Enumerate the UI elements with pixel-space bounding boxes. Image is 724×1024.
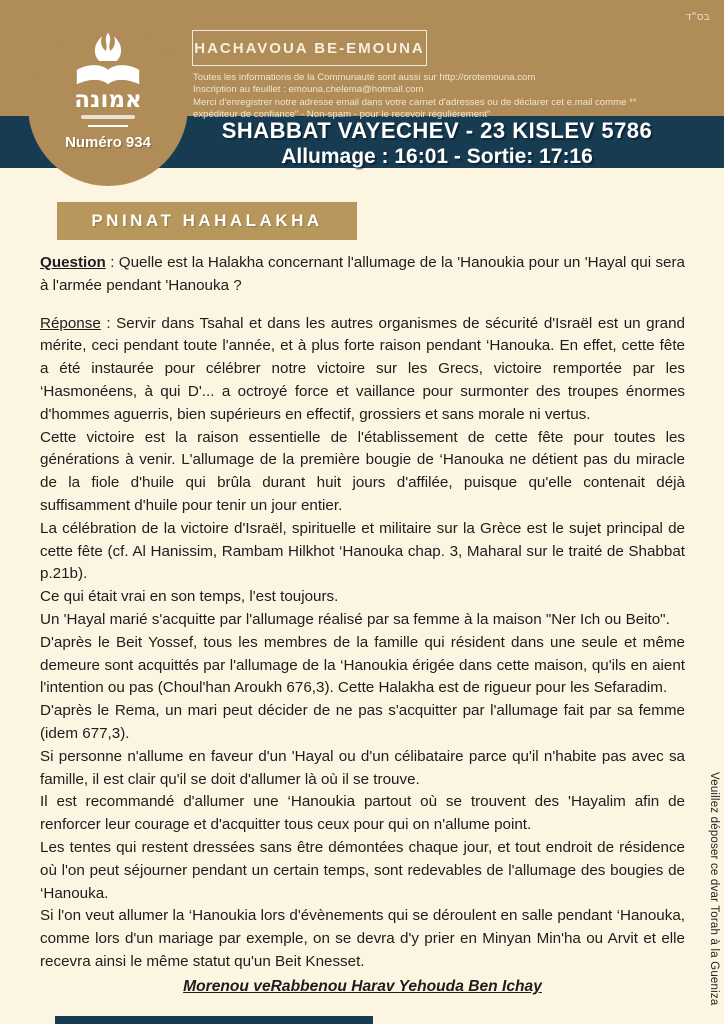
response-paragraph [40, 313, 685, 427]
subscription-info [193, 72, 663, 121]
article-body [40, 252, 685, 999]
body-paragraph: Il est recommandé d'allumer une ‘Hanoukia partout où se trouvent des 'Hayalim afin de renforcer leur courage et d'acquitter tous ceux pour qui on n'allume point. [40, 793, 685, 834]
logo-divider [88, 125, 128, 127]
body-paragraph: Les tentes qui restent dressées sans être démontées chaque jour, et tout endroit de résidence où l'on peut séjourner pendant un certain temps, sont redevables de l'allumage des bougies de ‘Hanouka. [40, 838, 685, 902]
emouna-logo [28, 26, 188, 186]
bsd-hebrew-mark: בס"ד [685, 10, 710, 23]
info-line-whitelist-2: expéditeur de confiance" - Non-spam - pour le recevoir régulièrement" [193, 108, 491, 120]
body-paragraph: Si personne n'allume en faveur d'un 'Hayal ou d'un célibataire parce qu'il n'habite pas avec sa famille, il est clair qu'il se doit d'allumer là où il se trouve. [40, 747, 685, 788]
next-section-banner-edge [55, 1016, 373, 1024]
info-line-email: Inscription au feuillet : emouna.chelema@hotmail.com [193, 84, 424, 96]
flame-book-icon [71, 32, 145, 90]
shabbat-title: SHABBAT VAYECHEV - 23 KISLEV 5786 [221, 118, 653, 143]
response-text: : Servir dans Tsahal et dans les autres organismes de sécurité d'Israël est un grand mérite, ceci pendant toute l'année, et à plus forte raison pendant ‘Hanouka. En effet, cette fête a été instaurée pour célébrer notre victoire sur les Grecs, victoire remportée par les ‘Hasmonéens, à qui D'... a octroyé force et vaillance pour surmonter des troupes énormes d'hommes aguerris, bien supérieurs en effectif, grossiers et sans morale ni vertus. [40, 314, 685, 423]
question-text: : Quelle est la Halakha concernant l'allumage de la 'Hanoukia pour un 'Hayal qui sera à l'armée pendant 'Hanouka ? [40, 254, 685, 294]
question-paragraph [40, 252, 685, 298]
logo-subtitle-line [81, 115, 135, 119]
body-paragraph: Cette victoire est la raison essentielle de l'établissement de cette fête pour toutes les générations à venir. L'allumage de la première bougie de ‘Hanouka ne détient pas du miracle de la fiole d'huile qui brûla durant huit jours d'affilée, puisque qu'elle contenait déjà suffisamment d'huile pour tenir un jour entier. [40, 428, 685, 514]
body-paragraph: La célébration de la victoire d'Israël, spirituelle et militaire sur la Grèce est le sujet principal de cette fête (cf. Al Hanissim, Rambam Hilkhot ‘Hanouka chap. 3, Maharal sur le traité de Shabbat p.21b). [40, 519, 685, 583]
issue-number: Numéro 934 [65, 134, 151, 151]
author-signature: Morenou veRabbenou Harav Yehouda Ben Ichay [183, 977, 542, 995]
masthead-title: HACHAVOUA BE-EMOUNA [194, 39, 425, 57]
section-title-banner [57, 202, 357, 240]
body-paragraph: D'après le Beit Yossef, tous les membres de la famille qui résident dans une seule et même demeure sont acquittés par l'allumage de la ‘Hanoukia érigée dans cette maison, qu'ils en aient l'intention ou pas (Choul'han Aroukh 676,3). Cette Halakha est de rigueur pour les Sefaradim. [40, 633, 685, 697]
info-line-whitelist-1: Merci d'enregistrer notre adresse email dans votre carnet d'adresses ou de déclarer cet e.mail comme ** [193, 96, 637, 108]
info-line-website: Toutes les informations de la Communauté sont aussi sur http://orotemouna.com [193, 72, 536, 83]
section-title: PNINAT HAHALAKHA [91, 211, 323, 230]
candle-lighting-times: Allumage : 16:01 - Sortie: 17:16 [281, 145, 593, 168]
body-paragraph: Ce qui était vrai en son temps, l'est toujours. [40, 588, 339, 606]
question-label: Question [40, 254, 106, 271]
shabbat-banner-text [150, 118, 724, 169]
body-paragraph: D'après le Rema, un mari peut décider de ne pas s'acquitter par l'allumage fait par sa femme (idem 677,3). [40, 702, 685, 742]
logo-hebrew-name: אמונה [74, 87, 142, 113]
body-paragraph: Si l'on veut allumer la ‘Hanoukia lors d'évènements qui se déroulent en salle pendant ‘Hanouka, comme lors d'un mariage par exemple, on se devra d'y prier en Minyan Min'ha ou Arvit et elle recevra ainsi le même statut qu'un Beit Knesset. [40, 907, 685, 970]
gueniza-note: Veuillez déposer ce dvar Torah à la Gueniza [708, 772, 720, 1006]
response-label: Réponse [40, 314, 101, 332]
body-paragraph: Un 'Hayal marié s'acquitte par l'allumage réalisé par sa femme à la maison "Ner Ich ou Beito". [40, 610, 670, 628]
masthead-box [192, 30, 427, 66]
